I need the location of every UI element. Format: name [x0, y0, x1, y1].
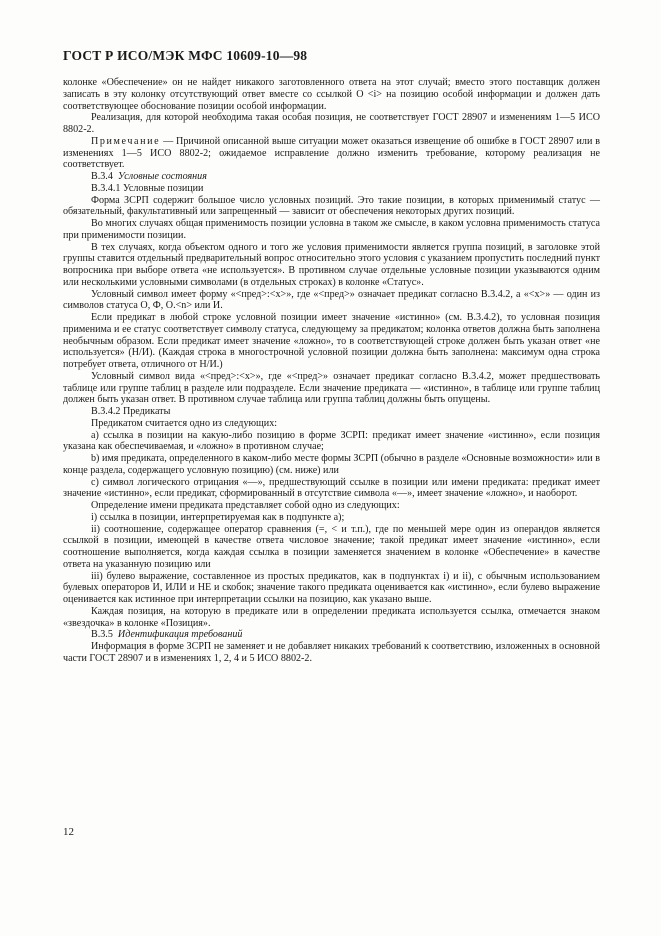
list-item: ii) соотношение, содержащее оператор сравнения (=, < и т.п.), где по меньшей мере один из операндов является ссылкой в позиции, имеющей в качестве ответа числовое значение; такой предикат имеет значение «истинно», если соотношение выполняется, когда каждая ссылка в позиции заменяется значением в колонке «Обеспечение» в качестве ответа на указанную позицию или [63, 523, 600, 570]
note-label: Примечание [91, 135, 161, 147]
list-item: а) ссылка в позиции на какую-либо позицию в форме ЗСРП: предикат имеет значение «истинно», если позиция указана как обеспечиваемая, и «ложно» в противном случае; [63, 429, 600, 453]
paragraph: Во многих случаях общая применимость позиции условна в таком же смысле, в каком условна применимость статуса при применимости позиции. [63, 218, 600, 241]
paragraph: колонке «Обеспечение» он не найдет никакого заготовленного ответа на этот случай; вместо этого поставщик должен записать в эту колонку отсутствующий ответ вместе со ссылкой О <i> на позицию особой информации и должен дать соответствующее обоснование позиции особой информации. [63, 77, 600, 112]
list-item: iii) булево выражение, составленное из простых предикатов, как в подпунктах i) и ii), с обычным использованием булевых операторов И, ИЛИ и НЕ и скобок; значение такого предиката оценивается как «истинно», если булево выражение оценивается как истинное при интерпретации ссылки на позицию, как указано выше. [63, 570, 600, 605]
page-number: 12 [63, 826, 74, 838]
paragraph: Форма ЗСРП содержит большое число условных позиций. Это такие позиции, в которых применимый статус — обязательный, факультативный или запрещенный — зависит от обеспечения некоторых других позиций. [63, 194, 600, 218]
paragraph: Каждая позиция, на которую в предикате или в определении предиката используется ссылка, отмечается знаком «звездочка» в колонке «Позиция». [63, 605, 600, 629]
paragraph: Условный символ имеет форму «<пред>:<х>», где «<пред>» означает предикат согласно В.3.4.2, а «<х>» — один из символов статуса О, Ф, О.<n> или И. [63, 288, 600, 312]
paragraph: Информация в форме ЗСРП не заменяет и не добавляет никаких требований к соответствию, изложенных в основной части ГОСТ 28907 и в изменениях 1, 2, 4 и 5 ИСО 8802-2. [63, 641, 600, 664]
subsection-heading: В.3.4.1 Условные позиции [91, 182, 204, 194]
section-heading [63, 629, 600, 641]
list-item: с) символ логического отрицания «—», предшествующий ссылке в позиции или имени предиката: предикат имеет значение «истинно», если предикат, сформированный в отсутствие символа «—», имеет значение «ложно», и наоборот. [63, 476, 600, 500]
paragraph: Предикатом считается одно из следующих: [91, 417, 278, 429]
section-title: Условные состояния [117, 171, 207, 182]
subsection-heading: В.3.4.2 Предикаты [91, 406, 171, 417]
note-text: — Причиной описанной выше ситуации может оказаться извещение об ошибке в ГОСТ 28907 или в изменениях 1—5 ИСО 8802-2; ожидаемое исправление должно изменить требование, которому реализация не соответствует. [63, 135, 600, 171]
paragraph: В тех случаях, когда объектом одного и того же условия применимости является группа позиций, в заголовке этой группы ставится отдельный предварительный вопрос относительно этого условия с указанием пропустить последний пункт вопросника при выборе ответа «не используется». В противном случае отдельные условные позиции указываются одним или несколькими условными символами (в отдельных строках) в колонке «Статус». [63, 241, 600, 288]
list-item: b) имя предиката, определенного в каком-либо месте формы ЗСРП (обычно в разделе «Основные возможности» или в конце раздела, содержащего условную позицию) (см. ниже) или [63, 453, 600, 476]
list-item: i) ссылка в позиции, интерпретируемая как в подпункте а); [91, 511, 345, 523]
section-heading [63, 171, 600, 183]
paragraph: Определение имени предиката представляет собой одно из следующих: [91, 500, 400, 511]
note-paragraph [63, 136, 600, 171]
document-body [63, 77, 600, 665]
document-header: ГОСТ Р ИСО/МЭК МФС 10609-10—98 [63, 48, 308, 63]
section-number: В.3.4 [91, 171, 113, 182]
paragraph: Реализация, для которой необходима такая особая позиция, не соответствует ГОСТ 28907 и изменениям 1—5 ИСО 8802-2. [63, 112, 600, 135]
paragraph: Условный символ вида «<пред>:<х>», где «<пред>» означает предикат согласно В.3.4.2, может предшествовать таблице или группе таблиц в разделе или подразделе. Если значение предиката — «истинно», в таблице или группе таблиц должен быть указан ответ. В противном случае таблица или группа таблиц должны быть опущены. [63, 370, 600, 406]
section-title: Идентификация требований [117, 629, 243, 641]
section-number: В.3.5 [91, 629, 113, 641]
paragraph: Если предикат в любой строке условной позиции имеет значение «истинно» (см. В.3.4.2), то условная позиция применима и ее статус соответствует символу статуса, следующему за предикатом; колонка ответов должна быть заполнена необычным образом. Если предикат имеет значение «ложно», то в соответствующей строке должен быть указан ответ «не используется» (Н/И). (Каждая строка в многострочной условной позиции должна быть заполнена: максимум одна строка потребует ответа, отличного от Н/И.) [63, 312, 600, 370]
